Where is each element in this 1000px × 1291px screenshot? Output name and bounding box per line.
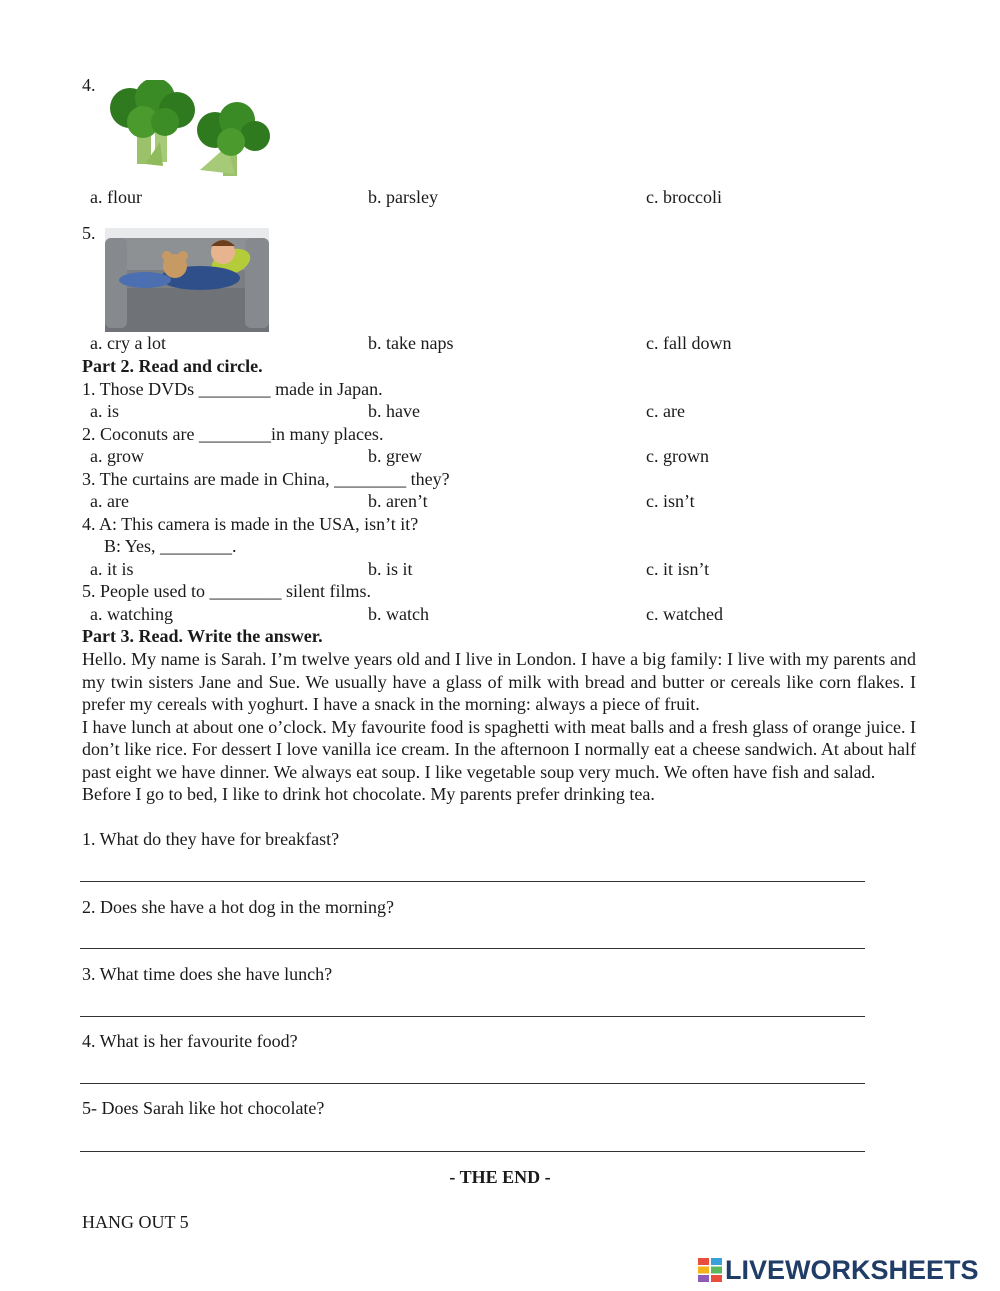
part2-question-4-reply: B: Yes, ________.	[104, 536, 237, 556]
liveworksheets-logo	[698, 1255, 979, 1285]
part2-question-1: 1. Those DVDs ________ made in Japan.	[82, 379, 383, 399]
part3-question-1: 1. What do they have for breakfast?	[82, 829, 340, 849]
reading-passage	[82, 648, 916, 806]
part3-question-3: 3. What time does she have lunch?	[82, 964, 333, 984]
passage-paragraph-3: Before I go to bed, I like to drink hot chocolate. My parents prefer drinking tea.	[82, 784, 655, 804]
child-sleeping-image	[105, 228, 269, 332]
part2-q3-option-b: b. aren’t	[368, 491, 428, 511]
passage-paragraph-1: Hello. My name is Sarah. I’m twelve years old and I live in London. I have a big family: I live with my parents and my twin sisters Jane and Sue. We usually have a glass of milk with bread and butter or cereals like corn flakes. I prefer my cereals with yoghurt. I have a snack in the morning: always a piece of fruit.	[82, 649, 916, 714]
part2-q1-option-c: c. are	[646, 401, 685, 421]
answer-line-4[interactable]	[80, 1083, 865, 1084]
part2-question-5: 5. People used to ________ silent films.	[82, 581, 371, 601]
broccoli-image	[105, 80, 270, 180]
part2-q5-option-b: b. watch	[368, 604, 429, 624]
the-end-text: - THE END -	[449, 1167, 551, 1187]
answer-line-2[interactable]	[80, 948, 865, 949]
part3-question-2: 2. Does she have a hot dog in the morning?	[82, 897, 394, 917]
question-number-4: 4.	[82, 75, 96, 95]
answer-line-1[interactable]	[80, 881, 865, 882]
part3-title: Part 3. Read. Write the answer.	[82, 626, 323, 646]
answer-line-3[interactable]	[80, 1016, 865, 1017]
part2-q5-option-a: a. watching	[90, 604, 173, 624]
part2-q1-option-a: a. is	[90, 401, 119, 421]
part2-q4-option-b: b. is it	[368, 559, 413, 579]
part2-q3-option-c: c. isn’t	[646, 491, 695, 511]
option-4b: b. parsley	[368, 187, 438, 207]
part3-question-4: 4. What is her favourite food?	[82, 1031, 298, 1051]
answer-line-5[interactable]	[80, 1151, 865, 1152]
part2-q2-option-a: a. grow	[90, 446, 144, 466]
option-4a: a. flour	[90, 187, 142, 207]
footer-text: HANG OUT 5	[82, 1212, 189, 1232]
part2-q4-option-c: c. it isn’t	[646, 559, 710, 579]
part2-question-4: 4. A: This camera is made in the USA, isn’t it?	[82, 514, 419, 534]
question-number-5: 5.	[82, 223, 96, 243]
part2-q2-option-c: c. grown	[646, 446, 709, 466]
part2-question-2: 2. Coconuts are ________in many places.	[82, 424, 384, 444]
logo-text: LIVEWORKSHEETS	[725, 1254, 979, 1285]
option-5a: a. cry a lot	[90, 333, 166, 353]
passage-paragraph-2: I have lunch at about one o’clock. My favourite food is spaghetti with meat balls and a fresh glass of orange juice. I don’t like rice. For dessert I love vanilla ice cream. In the afternoon I normally eat a cheese sandwich. At about half past eight we have dinner. We always eat soup. I like vegetable soup very much. We often have fish and salad.	[82, 716, 916, 782]
option-5b: b. take naps	[368, 333, 454, 353]
part2-question-3: 3. The curtains are made in China, ________ they?	[82, 469, 450, 489]
logo-squares-icon	[698, 1258, 722, 1282]
part2-q2-option-b: b. grew	[368, 446, 422, 466]
option-4c: c. broccoli	[646, 187, 722, 207]
part2-q5-option-c: c. watched	[646, 604, 723, 624]
part2-q1-option-b: b. have	[368, 401, 420, 421]
part2-title: Part 2. Read and circle.	[82, 356, 263, 376]
part3-question-5: 5- Does Sarah like hot chocolate?	[82, 1098, 325, 1118]
part2-q3-option-a: a. are	[90, 491, 129, 511]
option-5c: c. fall down	[646, 333, 732, 353]
part2-q4-option-a: a. it is	[90, 559, 134, 579]
